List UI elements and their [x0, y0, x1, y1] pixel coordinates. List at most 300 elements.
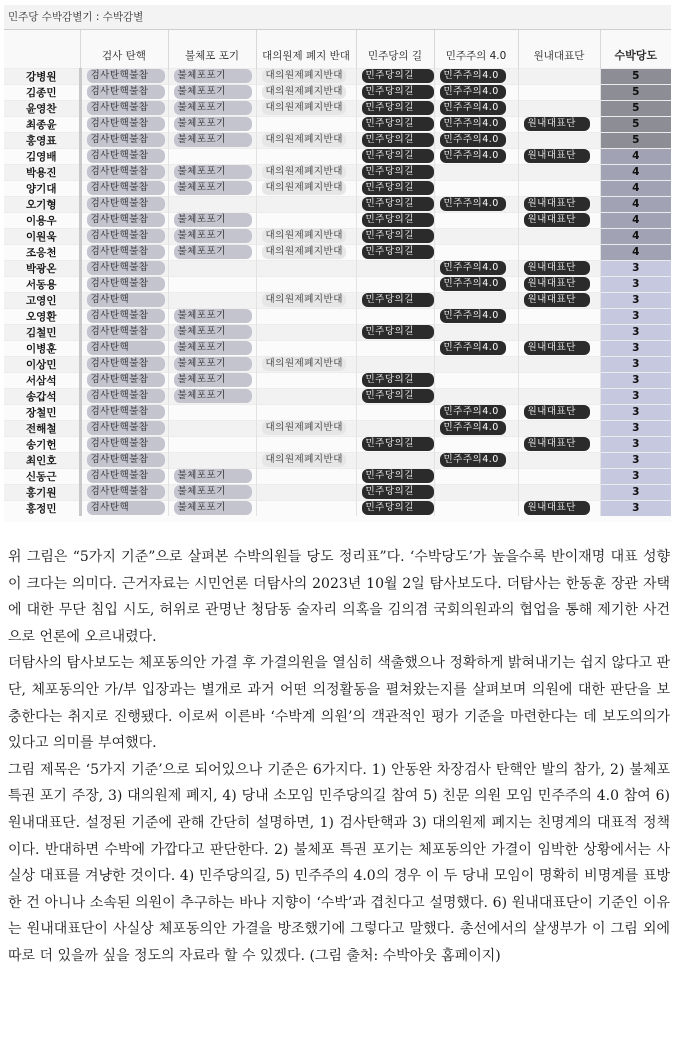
criterion-cell: [80, 180, 168, 196]
criterion-cell: [80, 132, 168, 148]
prosecutor-pill: 검사탄핵불참: [87, 277, 165, 291]
score-cell: 3: [600, 420, 671, 436]
criterion-cell: [168, 196, 256, 212]
criterion-cell: [434, 468, 518, 484]
criterion-cell: [168, 308, 256, 324]
member-name: 고영인: [4, 292, 80, 308]
criterion-cell: [256, 100, 356, 116]
criterion-cell: [434, 100, 518, 116]
dempath-pill: 민주당의길: [362, 69, 434, 83]
criterion-cell: [518, 276, 600, 292]
delegate-pill: 대의원제폐지반대: [262, 165, 346, 179]
score-cell: 3: [600, 356, 671, 372]
score-cell: 3: [600, 468, 671, 484]
criterion-cell: [356, 340, 434, 356]
table-row: [4, 500, 671, 516]
criterion-cell: [434, 388, 518, 404]
criterion-cell: [80, 116, 168, 132]
immunity-pill: 불체포포기: [174, 213, 252, 227]
member-name: 강병원: [4, 68, 80, 84]
dem40-pill: 민주주의4.0: [440, 101, 506, 115]
dem40-pill: 민주주의4.0: [440, 117, 506, 131]
table-row: [4, 84, 671, 100]
criterion-cell: [80, 148, 168, 164]
delegate-pill: 대의원제폐지반대: [262, 229, 346, 243]
dempath-pill: 민주당의길: [362, 85, 434, 99]
delegate-pill: 대의원제폐지반대: [262, 133, 346, 147]
criterion-cell: [356, 84, 434, 100]
criterion-cell: [256, 148, 356, 164]
member-name: 서삼석: [4, 372, 80, 388]
score-cell: 5: [600, 132, 671, 148]
member-name: 홍기원: [4, 484, 80, 500]
criterion-cell: [168, 452, 256, 468]
criterion-cell: [518, 244, 600, 260]
figure-table-image: [4, 5, 671, 522]
criterion-cell: [80, 68, 168, 84]
table-row: [4, 484, 671, 500]
dem40-pill: 민주주의4.0: [440, 405, 506, 419]
criterion-cell: [168, 132, 256, 148]
criterion-cell: [256, 340, 356, 356]
table-row: [4, 436, 671, 452]
criterion-cell: [518, 420, 600, 436]
criterion-cell: [356, 356, 434, 372]
member-name: 장철민: [4, 404, 80, 420]
prosecutor-pill: 검사탄핵불참: [87, 229, 165, 243]
criterion-cell: [256, 372, 356, 388]
leader-pill: 원내대표단: [524, 277, 590, 291]
criterion-cell: [518, 212, 600, 228]
dempath-pill: 민주당의길: [362, 485, 434, 499]
member-name: 오기형: [4, 196, 80, 212]
criterion-cell: [80, 84, 168, 100]
criterion-cell: [434, 452, 518, 468]
leader-pill: 원내대표단: [524, 405, 590, 419]
table-row: [4, 340, 671, 356]
member-name: 조응천: [4, 244, 80, 260]
prosecutor-pill: 검사탄핵불참: [87, 453, 165, 467]
prosecutor-pill: 검사탄핵불참: [87, 437, 165, 451]
member-name: 홍영표: [4, 132, 80, 148]
prosecutor-pill: 검사탄핵: [87, 501, 165, 515]
dem40-pill: 민주주의4.0: [440, 309, 506, 323]
criterion-cell: [80, 404, 168, 420]
delegate-pill: 대의원제폐지반대: [262, 85, 346, 99]
criterion-cell: [256, 324, 356, 340]
criterion-cell: [434, 68, 518, 84]
immunity-pill: 불체포포기: [174, 357, 252, 371]
dem40-pill: 민주주의4.0: [440, 85, 506, 99]
watermelon-table: [4, 30, 671, 516]
score-cell: 4: [600, 196, 671, 212]
criterion-cell: [168, 436, 256, 452]
criterion-cell: [518, 196, 600, 212]
criterion-cell: [518, 84, 600, 100]
prosecutor-pill: 검사탄핵불참: [87, 149, 165, 163]
dempath-pill: 민주당의길: [362, 469, 434, 483]
dempath-pill: 민주당의길: [362, 245, 434, 259]
criterion-cell: [518, 404, 600, 420]
table-row: [4, 180, 671, 196]
dempath-pill: 민주당의길: [362, 117, 434, 131]
criterion-cell: [256, 356, 356, 372]
dempath-pill: 민주당의길: [362, 389, 434, 403]
prosecutor-pill: 검사탄핵불참: [87, 405, 165, 419]
score-cell: 4: [600, 212, 671, 228]
member-name: 최종윤: [4, 116, 80, 132]
paragraph-2: 더탐사의 탐사보도는 체포동의안 가결 후 가결의원을 열심히 색출했으나 정확하게 밝혀내기는 쉽지 않다고 판단, 체포동의안 가/부 입장과는 별개로 과거 어떤 의정활동을 펼쳐왔는지를 살펴보며 의원에 대한 판단을 보충한다는 취지로 진행됐다. 이로써 이른바 ‘수박계 의원’의 객관적인 평가 기준을 마련한다는 데 보도의의가 있다고 의미를 부여했다.: [8, 655, 670, 752]
criterion-cell: [80, 388, 168, 404]
prosecutor-pill: 검사탄핵불참: [87, 117, 165, 131]
delegate-pill: 대의원제폐지반대: [262, 245, 346, 259]
header-dempath: 민주당의 길: [356, 30, 434, 68]
criterion-cell: [256, 292, 356, 308]
member-name: 송기헌: [4, 436, 80, 452]
criterion-cell: [80, 324, 168, 340]
member-name: 박광온: [4, 260, 80, 276]
delegate-pill: 대의원제폐지반대: [262, 101, 346, 115]
score-cell: 3: [600, 500, 671, 516]
criterion-cell: [356, 260, 434, 276]
criterion-cell: [256, 228, 356, 244]
score-cell: 4: [600, 180, 671, 196]
member-name: 이병훈: [4, 340, 80, 356]
table-row: [4, 164, 671, 180]
immunity-pill: 불체포포기: [174, 69, 252, 83]
criterion-cell: [256, 452, 356, 468]
dem40-pill: 민주주의4.0: [440, 453, 506, 467]
header-score: 수박당도: [600, 30, 671, 68]
immunity-pill: 불체포포기: [174, 245, 252, 259]
table-row: [4, 68, 671, 84]
paragraph-3: 그림 제목은 ‘5가지 기준’으로 되어있으나 기준은 6가지다. 1) 안동완 차장검사 탄핵안 발의 참가, 2) 불체포 특권 포기 주장, 3) 대의원제 폐지, 4) 당내 소모임 민주당의길 참여 5) 친문 의원 모임 민주주의 4.0 참여 6) 원내대표단. 설정된 기준에 관해 간단히 설명하면, 1) 검사탄핵과 3) 대의원제 폐지는 친명계의 대표적 정책이다. 반대하면 수박에 가깝다고 판단한다. 2) 불체포 특권 포기는 체포동의안 가결이 임박한 상황에서는 사실상 대표를 겨냥한 것이다. 4) 민주당의길, 5) 민주주의 4.0의 경우 이 두 당내 모임이 명확히 비명계를 표방한 건 아니나 소속된 의원이 추구하는 바나 지향이 ‘수박’과 겹친다고 설명했다. 6) 원내대표단이 기준인 이유는 원내대표단이 사실상 체포동의안 가결을 방조했기에 그렇다고 말했다. 총선에서의 살생부가 이 그림 외에 따로 더 있을까 싶을 정도의 자료라 할 수 있겠다. (그림 출처: 수박아웃 홈페이지): [8, 761, 670, 964]
prosecutor-pill: 검사탄핵불참: [87, 325, 165, 339]
criterion-cell: [356, 212, 434, 228]
immunity-pill: 불체포포기: [174, 309, 252, 323]
immunity-pill: 불체포포기: [174, 325, 252, 339]
score-cell: 3: [600, 388, 671, 404]
prosecutor-pill: 검사탄핵불참: [87, 69, 165, 83]
criterion-cell: [80, 244, 168, 260]
criterion-cell: [356, 276, 434, 292]
immunity-pill: 불체포포기: [174, 181, 252, 195]
immunity-pill: 불체포포기: [174, 501, 252, 515]
table-row: [4, 372, 671, 388]
criterion-cell: [168, 260, 256, 276]
criterion-cell: [256, 68, 356, 84]
criterion-cell: [356, 468, 434, 484]
member-name: 김영배: [4, 148, 80, 164]
criterion-cell: [256, 468, 356, 484]
immunity-pill: 불체포포기: [174, 373, 252, 387]
criterion-cell: [356, 372, 434, 388]
criterion-cell: [168, 340, 256, 356]
score-cell: 4: [600, 148, 671, 164]
dempath-pill: 민주당의길: [362, 133, 434, 147]
criterion-cell: [80, 308, 168, 324]
criterion-cell: [434, 148, 518, 164]
criterion-cell: [256, 500, 356, 516]
dem40-pill: 민주주의4.0: [440, 149, 506, 163]
immunity-pill: 불체포포기: [174, 133, 252, 147]
criterion-cell: [168, 68, 256, 84]
dem40-pill: 민주주의4.0: [440, 421, 506, 435]
criterion-cell: [256, 164, 356, 180]
dempath-pill: 민주당의길: [362, 437, 434, 451]
criterion-cell: [356, 100, 434, 116]
criterion-cell: [518, 148, 600, 164]
table-row: [4, 212, 671, 228]
header-delegate: 대의원제 폐지 반대: [256, 30, 356, 68]
member-name: 김종민: [4, 84, 80, 100]
criterion-cell: [168, 212, 256, 228]
member-name: 윤영찬: [4, 100, 80, 116]
dempath-pill: 민주당의길: [362, 229, 434, 243]
header-immunity: 불체포 포기: [168, 30, 256, 68]
criterion-cell: [356, 196, 434, 212]
criterion-cell: [434, 308, 518, 324]
score-cell: 3: [600, 292, 671, 308]
criterion-cell: [80, 292, 168, 308]
member-name: 이원욱: [4, 228, 80, 244]
dem40-pill: 민주주의4.0: [440, 133, 506, 147]
prosecutor-pill: 검사탄핵불참: [87, 245, 165, 259]
table-row: [4, 116, 671, 132]
criterion-cell: [80, 484, 168, 500]
criterion-cell: [168, 292, 256, 308]
criterion-cell: [168, 468, 256, 484]
table-row: [4, 244, 671, 260]
criterion-cell: [80, 436, 168, 452]
criterion-cell: [80, 196, 168, 212]
criterion-cell: [356, 228, 434, 244]
criterion-cell: [518, 132, 600, 148]
immunity-pill: 불체포포기: [174, 229, 252, 243]
criterion-cell: [80, 260, 168, 276]
criterion-cell: [518, 292, 600, 308]
criterion-cell: [434, 84, 518, 100]
criterion-cell: [256, 244, 356, 260]
criterion-cell: [80, 452, 168, 468]
prosecutor-pill: 검사탄핵불참: [87, 181, 165, 195]
immunity-pill: 불체포포기: [174, 85, 252, 99]
criterion-cell: [80, 228, 168, 244]
delegate-pill: 대의원제폐지반대: [262, 453, 346, 467]
score-cell: 3: [600, 340, 671, 356]
criterion-cell: [518, 372, 600, 388]
delegate-pill: 대의원제폐지반대: [262, 181, 346, 195]
criterion-cell: [518, 388, 600, 404]
criterion-cell: [356, 164, 434, 180]
criterion-cell: [434, 324, 518, 340]
table-row: [4, 452, 671, 468]
criterion-cell: [256, 180, 356, 196]
dempath-pill: 민주당의길: [362, 293, 434, 307]
score-cell: 3: [600, 324, 671, 340]
table-row: [4, 324, 671, 340]
table-row: [4, 100, 671, 116]
criterion-cell: [168, 116, 256, 132]
immunity-pill: 불체포포기: [174, 101, 252, 115]
criterion-cell: [168, 484, 256, 500]
score-cell: 3: [600, 404, 671, 420]
criterion-cell: [356, 292, 434, 308]
criterion-cell: [518, 340, 600, 356]
prosecutor-pill: 검사탄핵불참: [87, 213, 165, 227]
table-row: [4, 308, 671, 324]
criterion-cell: [518, 228, 600, 244]
delegate-pill: 대의원제폐지반대: [262, 421, 346, 435]
criterion-cell: [434, 292, 518, 308]
prosecutor-pill: 검사탄핵불참: [87, 85, 165, 99]
criterion-cell: [434, 212, 518, 228]
prosecutor-pill: 검사탄핵불참: [87, 389, 165, 403]
score-cell: 3: [600, 372, 671, 388]
criterion-cell: [356, 436, 434, 452]
dempath-pill: 민주당의길: [362, 149, 434, 163]
criterion-cell: [356, 324, 434, 340]
leader-pill: 원내대표단: [524, 149, 590, 163]
criterion-cell: [256, 212, 356, 228]
table-row: [4, 420, 671, 436]
member-name: 이용우: [4, 212, 80, 228]
criterion-cell: [518, 100, 600, 116]
criterion-cell: [518, 356, 600, 372]
criterion-cell: [168, 356, 256, 372]
criterion-cell: [80, 372, 168, 388]
immunity-pill: 불체포포기: [174, 469, 252, 483]
header-prosecutor: 검사 탄핵: [80, 30, 168, 68]
immunity-pill: 불체포포기: [174, 165, 252, 179]
prosecutor-pill: 검사탄핵불참: [87, 197, 165, 211]
member-name: 최인호: [4, 452, 80, 468]
prosecutor-pill: 검사탄핵불참: [87, 373, 165, 387]
criterion-cell: [518, 484, 600, 500]
criterion-cell: [256, 388, 356, 404]
criterion-cell: [356, 244, 434, 260]
criterion-cell: [80, 468, 168, 484]
criterion-cell: [434, 356, 518, 372]
figure-title: 민주당 수박감별기 : 수박감별: [4, 5, 671, 30]
member-name: 오영환: [4, 308, 80, 324]
criterion-cell: [356, 180, 434, 196]
criterion-cell: [356, 148, 434, 164]
score-cell: 4: [600, 228, 671, 244]
prosecutor-pill: 검사탄핵: [87, 341, 165, 355]
table-row: [4, 228, 671, 244]
member-name: 신동근: [4, 468, 80, 484]
leader-pill: 원내대표단: [524, 293, 590, 307]
delegate-pill: 대의원제폐지반대: [262, 69, 346, 83]
criterion-cell: [434, 164, 518, 180]
criterion-cell: [518, 164, 600, 180]
dempath-pill: 민주당의길: [362, 325, 434, 339]
criterion-cell: [168, 324, 256, 340]
member-name: 이상민: [4, 356, 80, 372]
immunity-pill: 불체포포기: [174, 389, 252, 403]
prosecutor-pill: 검사탄핵: [87, 293, 165, 307]
prosecutor-pill: 검사탄핵불참: [87, 309, 165, 323]
criterion-cell: [356, 132, 434, 148]
dempath-pill: 민주당의길: [362, 181, 434, 195]
leader-pill: 원내대표단: [524, 437, 590, 451]
criterion-cell: [518, 180, 600, 196]
criterion-cell: [434, 244, 518, 260]
immunity-pill: 불체포포기: [174, 341, 252, 355]
leader-pill: 원내대표단: [524, 213, 590, 227]
score-cell: 3: [600, 484, 671, 500]
member-name: 서동용: [4, 276, 80, 292]
prosecutor-pill: 검사탄핵불참: [87, 261, 165, 275]
table-row: [4, 292, 671, 308]
score-cell: 3: [600, 308, 671, 324]
criterion-cell: [518, 468, 600, 484]
criterion-cell: [168, 100, 256, 116]
delegate-pill: 대의원제폐지반대: [262, 357, 346, 371]
prosecutor-pill: 검사탄핵불참: [87, 101, 165, 115]
prosecutor-pill: 검사탄핵불참: [87, 469, 165, 483]
criterion-cell: [168, 372, 256, 388]
immunity-pill: 불체포포기: [174, 117, 252, 131]
score-cell: 5: [600, 68, 671, 84]
score-cell: 3: [600, 276, 671, 292]
table-row: [4, 196, 671, 212]
prosecutor-pill: 검사탄핵불참: [87, 485, 165, 499]
criterion-cell: [434, 404, 518, 420]
criterion-cell: [168, 420, 256, 436]
criterion-cell: [80, 340, 168, 356]
score-cell: 5: [600, 84, 671, 100]
criterion-cell: [80, 420, 168, 436]
criterion-cell: [518, 260, 600, 276]
criterion-cell: [168, 244, 256, 260]
criterion-cell: [256, 420, 356, 436]
criterion-cell: [256, 436, 356, 452]
dempath-pill: 민주당의길: [362, 197, 434, 211]
criterion-cell: [256, 484, 356, 500]
dempath-pill: 민주당의길: [362, 373, 434, 387]
criterion-cell: [356, 388, 434, 404]
table-row: [4, 356, 671, 372]
score-cell: 4: [600, 244, 671, 260]
dempath-pill: 민주당의길: [362, 213, 434, 227]
leader-pill: 원내대표단: [524, 341, 590, 355]
table-header-row: [4, 30, 671, 68]
criterion-cell: [80, 164, 168, 180]
leader-pill: 원내대표단: [524, 501, 590, 515]
criterion-cell: [434, 372, 518, 388]
criterion-cell: [434, 500, 518, 516]
criterion-cell: [434, 228, 518, 244]
table-row: [4, 260, 671, 276]
criterion-cell: [168, 148, 256, 164]
article-body: [8, 544, 670, 970]
leader-pill: 원내대표단: [524, 197, 590, 211]
criterion-cell: [356, 116, 434, 132]
criterion-cell: [80, 356, 168, 372]
dem40-pill: 민주주의4.0: [440, 197, 506, 211]
dempath-pill: 민주당의길: [362, 165, 434, 179]
criterion-cell: [168, 388, 256, 404]
dempath-pill: 민주당의길: [362, 101, 434, 115]
criterion-cell: [256, 196, 356, 212]
criterion-cell: [80, 500, 168, 516]
criterion-cell: [168, 276, 256, 292]
paragraph-1: 위 그림은 “5가지 기준”으로 살펴본 수박의원들 당도 정리표”다. ‘수박당도’가 높을수록 반이재명 대표 성향이 크다는 의미다. 근거자료는 시민언론 더탐사의 2023년 10월 2일 탐사보도다. 더탐사는 한동훈 장관 자택에 대한 무단 침입 시도, 허위로 관명난 청담동 술자리 의혹을 김의겸 국회의원과의 협업을 통해 제기한 사건으로 언론에 오르내렸다.: [8, 549, 670, 645]
table-row: [4, 404, 671, 420]
score-cell: 3: [600, 452, 671, 468]
